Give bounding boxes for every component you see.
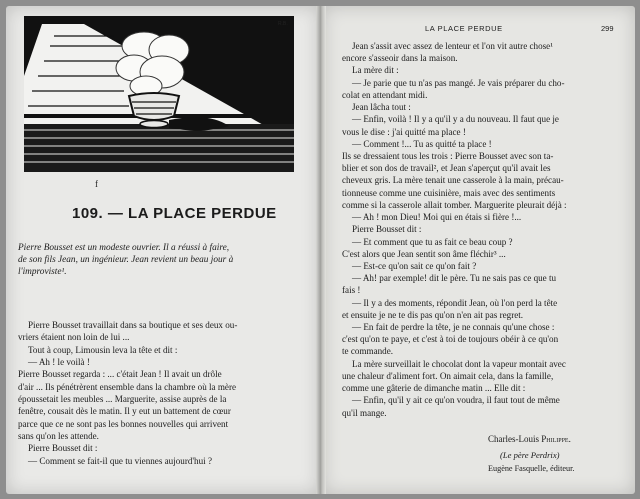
text-line: Pierre Bousset regarda : ... c'était Jean ! Il avait un drôle (18, 369, 222, 380)
text-line: — Ah ! mon Dieu! Moi qui en étais si fière !... (352, 212, 522, 223)
woodcut-illustration-steaming-bowl (24, 16, 294, 172)
text-line: blier et son dos de travail², et Jean s'aperçut qu'il avait les (342, 163, 551, 174)
text-line: encore s'asseoir dans la maison. (342, 53, 458, 64)
page-mark: f (95, 179, 98, 189)
intro-line: Pierre Bousset est un modeste ouvrier. Il a réussi à faire, (18, 243, 230, 253)
text-line: comme si la casserole allait tomber. Marguerite pleurait déjà : (342, 199, 567, 210)
text-line: sans qu'on les attende. (18, 431, 99, 442)
text-line: — Ah ! le voilà ! (28, 357, 90, 368)
text-line: — Il y a des moments, répondit Jean, où l'on perd la tête (352, 297, 558, 308)
book-gutter (316, 6, 326, 494)
text-line: tionneuse comme une cuisinière, mais avec des sentiments (342, 187, 556, 198)
text-line: d'air ... Ils pénétrèrent ensemble dans la chambre où la mère (18, 381, 237, 392)
text-line: — Ah! par exemple! dit le père. Tu ne sais pas ce que tu (352, 273, 557, 284)
text-line: c'est qu'on te paye, et c'est à toi de toujours obéir à ce qu'on (342, 334, 559, 345)
text-line: te commande. (342, 346, 394, 357)
text-line: Ils se dressaient tous les trois : Pierre Bousset avec son ta- (342, 150, 554, 161)
text-line: — Enfin, voilà ! Il y a qu'il y a du nouveau. Il faut que je (352, 114, 559, 125)
intro-paragraph (18, 242, 310, 279)
text-line: C'est alors que Jean sentit son âme fléchir³ ... (342, 248, 506, 259)
intro-line: de son fils Jean, un ingénieur. Jean revient un beau jour à (18, 255, 234, 266)
text-line: comme une gâterie de dimanche matin ... Elle dit : (342, 383, 526, 394)
text-line: — Comment !... Tu as quitté ta place ! (352, 138, 492, 149)
text-line: Jean lâcha tout : (352, 102, 411, 113)
text-line: qu'il mange. (342, 407, 387, 418)
author-first-name: Charles-Louis (488, 434, 539, 444)
text-line: Pierre Bousset dit : (28, 443, 98, 454)
source-book: (Le père Perdrix) (500, 450, 560, 460)
right-body-text (342, 40, 622, 419)
publisher: Eugène Fasquelle, éditeur. (488, 464, 575, 473)
text-line: parce que ce ne sont pas les bonnes nouvelles qui arrivent (18, 418, 229, 429)
text-line: et ensuite je ne te dis pas qu'on n'en ait pas regret. (342, 309, 524, 320)
chapter-title: 109. — LA PLACE PERDUE (72, 205, 277, 222)
left-body-text (18, 319, 310, 467)
page-number: 299 (601, 24, 614, 33)
illustration-initials: R.B. (278, 21, 288, 27)
running-head: LA PLACE PERDUE (425, 24, 503, 33)
text-line: La mère dit : (352, 65, 399, 76)
text-line: — Enfin, qu'il y ait ce qu'on voudra, il faut tout de même (352, 395, 560, 406)
text-line: Pierre Bousset travaillait dans sa boutique et ses deux ou- (28, 320, 238, 330)
text-line: — Est-ce qu'on sait ce qu'on fait ? (352, 260, 477, 271)
text-line: une chaleur d'aliment fort. On aimait cela, dans la famille, (342, 370, 554, 381)
text-line: époussetait les meubles ... Marguerite, assise auprès de la (18, 394, 227, 405)
text-line: cheveux gris. La mère tenait une casserole à la main, précau- (342, 175, 564, 186)
text-line: Pierre Bousset dit : (352, 224, 422, 235)
author-credit (488, 434, 571, 444)
author-last-name: Philippe. (541, 434, 571, 444)
text-line: fais ! (342, 285, 361, 296)
text-line: fenêtre, cousait dès le matin. Il y eut un battement de cœur (18, 406, 231, 417)
intro-line: l'improviste¹. (18, 267, 67, 278)
text-line: — Comment se fait-il que tu viennes aujourd'hui ? (28, 455, 212, 466)
text-line: — En fait de perdre la tête, je ne connais qu'une chose : (352, 322, 555, 333)
text-line: La mère surveillait le chocolat dont la vapeur montait avec (352, 358, 566, 369)
text-line: Tout à coup, Limousin leva la tête et dit : (28, 344, 178, 355)
text-line: vriers étaient non loin de lui ... (18, 332, 130, 343)
text-line: — Et comment que tu as fait ce beau coup ? (352, 236, 513, 247)
text-line: vous le dise : j'ai quitté ma place ! (342, 126, 466, 137)
text-line: colat en attendant midi. (342, 89, 428, 100)
text-line: Jean s'assit avec assez de lenteur et l'on vit autre chose¹ (352, 41, 553, 51)
text-line: — Je parie que tu n'as pas mangé. Je vais préparer du cho- (352, 77, 565, 88)
